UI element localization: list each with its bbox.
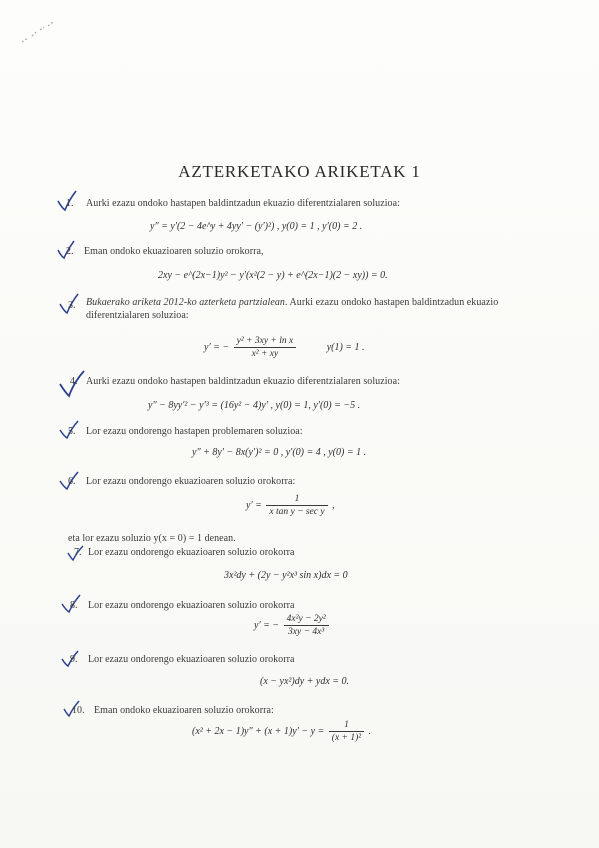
equation-fraction	[234, 336, 297, 359]
fraction-numerator: y² + 3xy + ln x	[234, 336, 297, 348]
equation: 2xy − e^(2x−1)y² − y′(x²(2 − y) + e^(2x−1)(2 − xy)) = 0.	[158, 270, 388, 281]
exercise-number: 10.	[72, 705, 85, 716]
exercise-number: 7.	[74, 547, 82, 558]
exercise-statement: Aurki ezazu ondoko hastapen baldintzadun ekuazio diferentzialaren soluzioa:	[86, 198, 400, 209]
equation-lhs: (x² + 2x − 1)y″ + (x + 1)y′ − y =	[192, 725, 325, 737]
fraction-denominator: (x + 1)²	[331, 733, 362, 743]
exercise-number: 1.	[66, 198, 74, 209]
equation-tail: ,	[332, 499, 335, 511]
exercise-number: 2.	[66, 246, 74, 257]
exercise-statement-text: . Aurki ezazu ondoko hastapen baldintzadun ekuazio diferentzialaren soluzioa:	[86, 297, 499, 321]
equation-condition: y(1) = 1 .	[326, 341, 365, 353]
equation-lhs: y′ = −	[204, 341, 230, 353]
fraction-denominator: x tan y − sec y	[269, 507, 325, 517]
fraction-numerator: 1	[266, 494, 327, 506]
equation: 3x²dy + (2y − y²x³ sin x)dx = 0	[224, 570, 348, 581]
exercise-statement: Lor ezazu ondorengo ekuazioaren soluzio orokorra	[88, 600, 295, 611]
exercise-statement: Lor ezazu ondorengo ekuazioaren soluzio orokorra	[88, 547, 295, 558]
exercise-number: 9.	[70, 654, 78, 665]
equation	[246, 494, 335, 517]
equation-tail: .	[368, 725, 372, 737]
equation	[192, 720, 371, 743]
exercise-statement: Eman ondoko ekuazioaren soluzio orokorra:	[94, 705, 274, 716]
equation	[204, 336, 365, 359]
exercise-number: 5.	[68, 426, 76, 437]
equation-lhs: y′ = −	[254, 619, 280, 631]
exercise-statement: Eman ondoko ekuazioaren soluzio orokorra,	[84, 246, 264, 257]
fraction-numerator: 4x²y − 2y²	[284, 614, 329, 626]
equation-fraction	[266, 494, 327, 517]
pen-scribble-icon	[20, 18, 60, 46]
exercise-statement: Aurki ezazu ondoko hastapen baldintzadun ekuazio diferentzialaren soluzioa:	[86, 376, 400, 387]
exercise-number: 4.	[70, 376, 78, 387]
equation-fraction	[284, 614, 329, 637]
exercise-statement	[86, 296, 522, 322]
equation: y″ − 8yy′² − y′³ = (16y² − 4)y′ , y(0) = 1, y′(0) = −5 .	[148, 400, 361, 411]
exercise-source-note: Bukaerako ariketa 2012-ko azterketa partzialean	[86, 297, 285, 308]
exercise-statement: Lor ezazu ondorengo ekuazioaren soluzio orokorra:	[86, 476, 296, 487]
exercise-number: 3.	[68, 300, 76, 311]
fraction-numerator: 1	[329, 720, 364, 732]
exercise-number: 6.	[68, 476, 76, 487]
exercise-number: 8.	[70, 600, 78, 611]
fraction-denominator: x² + xy	[251, 349, 279, 359]
exercise-followup: eta lor ezazu soluzio y(x = 0) = 1 denean.	[68, 533, 236, 544]
equation: y″ = y′(2 − 4e^y + 4yy′ − (y′)²) , y(0) = 1 , y′(0) = 2 .	[150, 221, 363, 232]
equation	[254, 614, 331, 637]
fraction-denominator: 3xy − 4x³	[288, 627, 325, 637]
equation: (x − yx²)dy + ydx = 0.	[260, 676, 350, 687]
page-title: AZTERKETAKO ARIKETAK 1	[178, 162, 421, 181]
equation-lhs: y′ =	[246, 499, 262, 511]
exercise-statement: Lor ezazu ondorengo hastapen problemaren soluzioa:	[86, 426, 303, 437]
equation-fraction	[329, 720, 364, 743]
equation: y″ + 8y′ − 8x(y′)² = 0 , y′(0) = 4 , y(0) = 1 .	[192, 447, 367, 458]
exercise-statement: Lor ezazu ondorengo ekuazioaren soluzio orokorra	[88, 654, 295, 665]
